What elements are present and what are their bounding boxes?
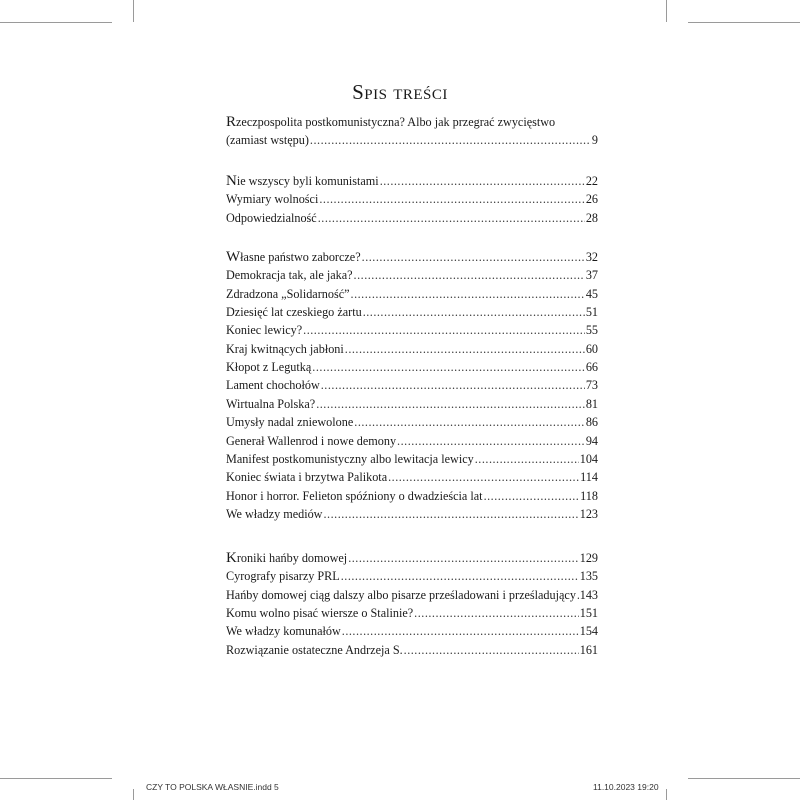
toc-entry — [226, 549, 598, 567]
toc-entry-title: Umysły nadal zniewolone — [226, 415, 354, 430]
toc-dot-leader — [351, 285, 585, 303]
toc-entry-title: (zamiast wstępu) — [226, 133, 309, 148]
toc-entry-page: 55 — [585, 323, 598, 338]
toc-entry-title: Odpowiedzialność — [226, 210, 317, 225]
toc-entry-page: 81 — [585, 396, 598, 411]
toc-entry-title: Hańby domowej ciąg dalszy albo pisarze prześladowani i prześladujący — [226, 587, 576, 602]
toc-entry-title: Własne państwo zaborcze? — [226, 249, 361, 265]
crop-mark-bottom-right — [666, 789, 667, 800]
toc-entry-title: Demokracja tak, ale jaka? — [226, 268, 353, 283]
toc-entry-title: Wymiary wolności — [226, 192, 319, 207]
toc-entry-page: 135 — [579, 569, 598, 584]
toc-entry-page: 123 — [579, 506, 598, 521]
crop-mark-right-lower — [688, 778, 800, 779]
toc-dot-leader — [341, 567, 579, 585]
toc-dot-leader — [316, 395, 585, 413]
toc-entry-page: 143 — [579, 587, 598, 602]
toc-entry — [226, 131, 598, 149]
toc-entry-page: 129 — [579, 551, 598, 565]
toc-entry — [226, 113, 598, 131]
toc-dot-leader — [303, 321, 585, 339]
toc-entry-page: 51 — [585, 305, 598, 320]
toc-dot-leader — [321, 376, 585, 394]
toc-entry — [226, 395, 598, 413]
toc-entry — [226, 487, 598, 505]
toc-entry-title: Wirtualna Polska? — [226, 396, 316, 411]
toc-entry-page: 114 — [580, 470, 598, 485]
toc-dot-leader — [362, 248, 585, 266]
toc-entry-title: Kraj kwitnących jabłoni — [226, 341, 344, 356]
toc-entry — [226, 604, 598, 622]
toc-entry — [226, 266, 598, 284]
toc-entry-title: Nie wszyscy byli komunistami — [226, 173, 379, 189]
toc-entry — [226, 340, 598, 358]
toc-dot-leader — [363, 303, 585, 321]
toc-entry-title: Rzeczpospolita postkomunistyczna? Albo jak przegrać zwycięstwo — [226, 114, 556, 130]
toc-entry-page: 26 — [585, 192, 598, 207]
toc-dot-leader — [354, 266, 585, 284]
crop-mark-left-upper — [0, 22, 112, 23]
toc-entry-page: 60 — [585, 341, 598, 356]
toc-entry-page: 154 — [579, 624, 598, 639]
toc-entry — [226, 285, 598, 303]
toc-dot-leader — [324, 505, 579, 523]
toc-entry-page: 161 — [579, 642, 598, 657]
toc-entry-page: 22 — [585, 174, 598, 188]
toc-entry — [226, 641, 598, 659]
toc-dot-leader — [342, 622, 579, 640]
toc-dot-leader — [312, 358, 585, 376]
toc-dot-leader — [319, 190, 584, 208]
toc-entry-title: Honor i horror. Felieton spóźniony o dwadzieścia lat — [226, 488, 483, 503]
toc-dot-leader — [397, 432, 585, 450]
print-slug-file: CZY TO POLSKA WŁASNIE.indd 5 — [146, 782, 279, 792]
toc-entry — [226, 172, 598, 190]
toc-dot-leader — [310, 131, 591, 149]
crop-mark-top-left — [133, 0, 134, 22]
toc-dot-leader — [388, 468, 579, 486]
toc-entry-title: Cyrografy pisarzy PRL — [226, 569, 340, 584]
toc-entry-title: Kroniki hańby domowej — [226, 550, 348, 566]
crop-mark-top-right — [666, 0, 667, 22]
toc-entry-title: Koniec lewicy? — [226, 323, 303, 338]
toc-entry-page: 151 — [579, 606, 598, 621]
toc-entry — [226, 432, 598, 450]
page-title: Spis treści — [352, 80, 448, 104]
toc-entry — [226, 622, 598, 640]
toc-entry-title: Rozwiązanie ostateczne Andrzeja S. — [226, 642, 403, 657]
toc-entry-page: 45 — [585, 286, 598, 301]
toc-entry — [226, 586, 598, 604]
toc-entry-page: 28 — [585, 210, 598, 225]
toc-entry — [226, 190, 598, 208]
toc-dot-leader — [345, 340, 585, 358]
toc-entry-title: Dziesięć lat czeskiego żartu — [226, 305, 362, 320]
toc-entry — [226, 450, 598, 468]
toc-entry-title: Zdradzona „Solidarność” — [226, 286, 350, 301]
toc-dot-leader — [475, 450, 579, 468]
toc-entry — [226, 303, 598, 321]
toc-dot-leader — [577, 586, 579, 604]
toc-dot-leader — [348, 549, 579, 567]
toc-entry — [226, 567, 598, 585]
toc-entry-page: 9 — [591, 133, 598, 148]
toc-entry-page: 104 — [579, 451, 598, 466]
crop-mark-bottom-left — [133, 789, 134, 800]
toc-dot-leader — [318, 209, 585, 227]
toc-entry-title: We władzy komunałów — [226, 624, 341, 639]
crop-mark-left-lower — [0, 778, 112, 779]
toc-entry-page: 94 — [585, 433, 598, 448]
toc-entry — [226, 413, 598, 431]
toc-entry-page: 66 — [585, 360, 598, 375]
toc-dot-leader — [414, 604, 579, 622]
toc-dot-leader — [354, 413, 585, 431]
toc-entry-page: 118 — [580, 488, 598, 503]
toc-entry — [226, 468, 598, 486]
toc-entry-title: Komu wolno pisać wiersze o Stalinie? — [226, 606, 414, 621]
toc-entry — [226, 321, 598, 339]
toc-entry — [226, 505, 598, 523]
toc-entry — [226, 358, 598, 376]
toc-entry — [226, 248, 598, 266]
toc-entry-title: Koniec świata i brzytwa Palikota — [226, 470, 388, 485]
toc-entry-title: Generał Wallenrod i nowe demony — [226, 433, 397, 448]
toc-entry-title: Kłopot z Legutką — [226, 360, 312, 375]
toc-entry — [226, 376, 598, 394]
toc-dot-leader — [484, 487, 580, 505]
toc-entry-page: 37 — [585, 268, 598, 283]
toc-entry-page: 73 — [585, 378, 598, 393]
toc-entry — [226, 209, 598, 227]
toc-entry-title: Lament chochołów — [226, 378, 320, 393]
print-slug-datetime: 11.10.2023 19:20 — [593, 782, 659, 792]
toc-entry-title: We władzy mediów — [226, 506, 323, 521]
toc-dot-leader — [404, 641, 579, 659]
toc-dot-leader — [380, 172, 585, 190]
toc-entry-title: Manifest postkomunistyczny albo lewitacja lewicy — [226, 451, 474, 466]
crop-mark-right-upper — [688, 22, 800, 23]
toc-entry-page: 32 — [585, 250, 598, 264]
toc-entry-page: 86 — [585, 415, 598, 430]
